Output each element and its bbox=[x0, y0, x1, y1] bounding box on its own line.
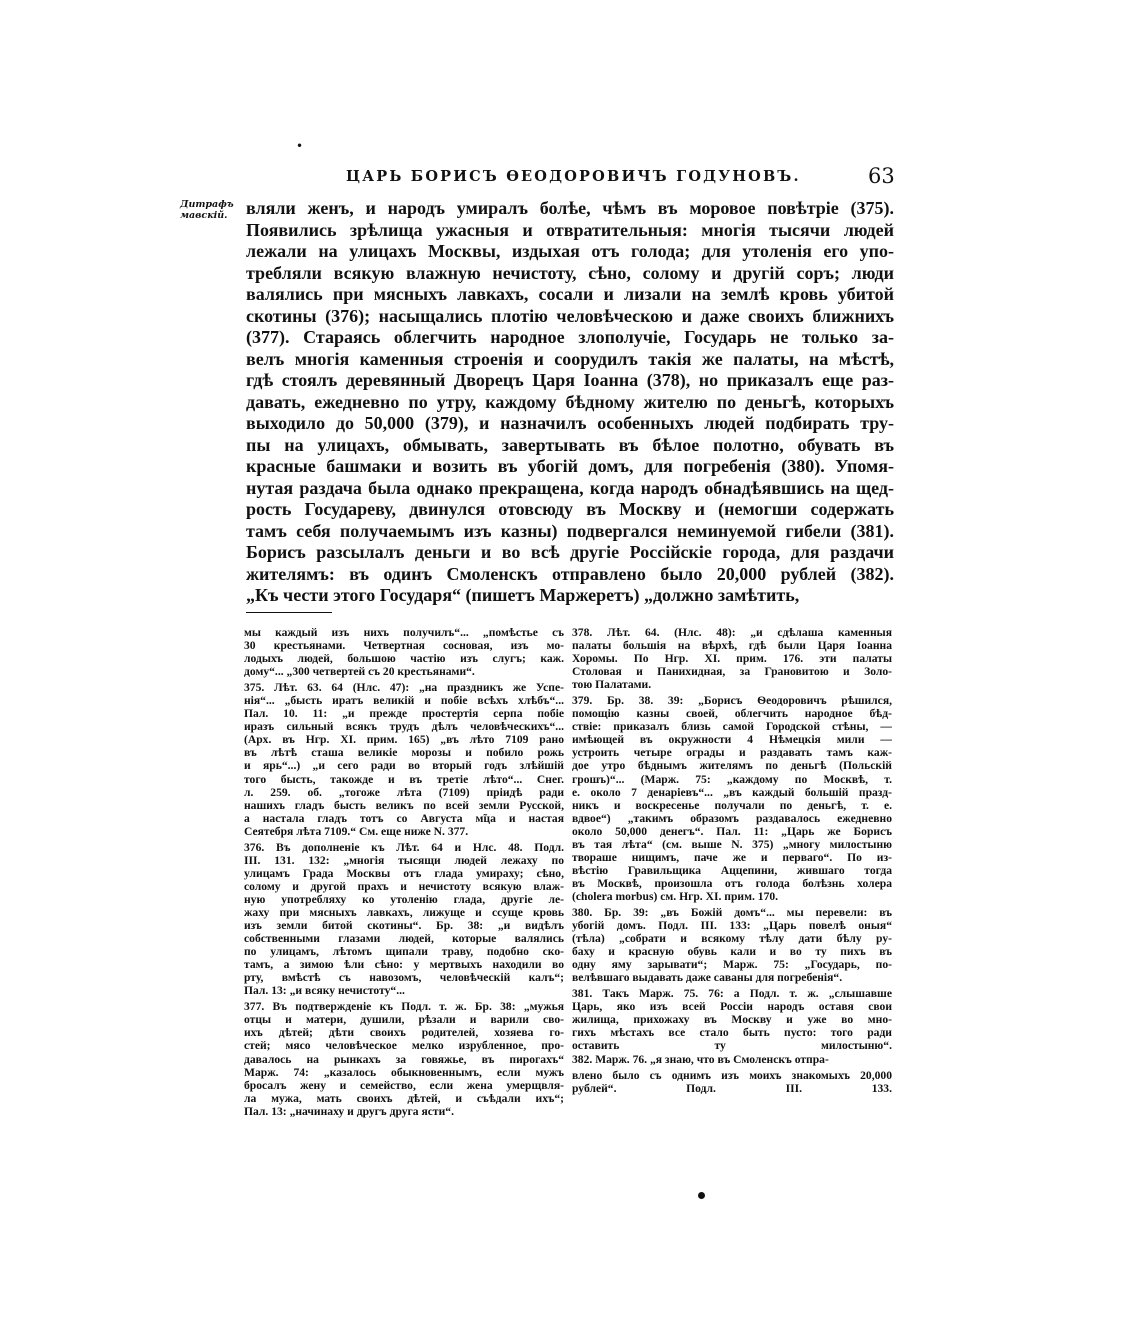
marginal-note-line: Дитрафъ bbox=[180, 199, 234, 210]
footnote-line: е. около 7 денаріевъ“... „въ каждый большій празд- bbox=[572, 785, 892, 799]
footnote-line: нія“... „бысть иратъ великій и побіе всѣхъ хлѣбъ“... bbox=[244, 694, 564, 708]
footnote-line: палаты большія на вѣрхѣ, гдѣ были Царя Іоанна bbox=[572, 639, 892, 653]
footnote-line: влено было съ однимъ изъ моихъ знакомыхъ 20,000 bbox=[572, 1068, 892, 1082]
footnote-line: въ тая лѣта“ (см. выше N. 375) „многу милостыню bbox=[572, 837, 892, 851]
footnote-line: Пал. 10. 11: „и прежде простертія серпа побіе bbox=[244, 707, 564, 721]
footnote-line: отцы и матери, душили, рѣзали и варили сво- bbox=[244, 1013, 564, 1027]
running-head: ЦАРЬ БОРИСЪ ѲЕОДОРОВИЧЪ ГОДУНОВЪ. bbox=[346, 168, 801, 185]
footnote-line: рублей“. Подл. III. 133. bbox=[572, 1081, 892, 1095]
footnote-line: оставить ту милостыню“. bbox=[572, 1039, 892, 1053]
footnotes-right-column bbox=[572, 626, 892, 1095]
main-text-line: требляли всякую влажную нечистоту, сѣно, солому и другій соръ; люди bbox=[246, 262, 894, 283]
main-text-line: красные башмаки и возить въ убогій домъ, для погребенія (380). Упомя- bbox=[246, 456, 894, 476]
main-text-line: „Къ чести этого Государя“ (пишетъ Маржеретъ) „должно замѣтить, bbox=[246, 585, 800, 605]
main-text-line: велъ многія каменныя строенія и соорудилъ такія же палаты, на мѣстѣ, bbox=[246, 348, 894, 369]
main-text-line: нутая раздача была однако прекращена, когда народъ обнадѣявшись на щед- bbox=[246, 477, 894, 498]
main-text-line: гдѣ стоялъ деревянный Дворецъ Царя Іоанна (378), но приказалъ еще раз- bbox=[246, 370, 894, 390]
footnote-line: баху и красную обувь кали и во ту пихъ въ bbox=[572, 945, 892, 959]
main-text-line: рость Государеву, двинулся отовсюду въ Москву и (немогши содержать bbox=[246, 499, 894, 519]
footnote-line: велѣвшаго выдавать даже саваны для погребенія“. bbox=[572, 971, 843, 985]
main-text-line: валялись при мясныхъ лавкахъ, сосали и лизали на землѣ кровь убитой bbox=[246, 284, 894, 304]
footnote-line: изъ земли битой скотины“. Бр. 38: „и видѣлъ bbox=[244, 919, 564, 933]
footnote-line: Пал. 13: „и всяку нечистоту“... bbox=[244, 984, 405, 998]
main-text-line: (377). Стараясь облегчить народное злополучіе, Государь не только за- bbox=[246, 327, 894, 347]
footnote-line: ла мужа, мать своихъ дѣтей, и съѣдали ихъ“; bbox=[244, 1091, 564, 1105]
footnote-line: и ярь“...) „и сего ради во вторый годъ злѣйшій bbox=[244, 759, 564, 773]
footnote-line: вѣстію Гравильщика Аццепини, жившаго тогда bbox=[572, 863, 892, 877]
footnote-line: дому“... „300 четвертей съ 20 крестьянами“. bbox=[244, 665, 475, 679]
main-text-line: жителямъ: въ одинъ Смоленскъ отправлено было 20,000 рублей (382). bbox=[246, 563, 894, 584]
footnote-line: лодыхъ людей, большою частію изъ слугъ; каж. bbox=[244, 652, 564, 666]
footnote-line: солому и другой прахъ и нечистоту всякую влаж- bbox=[244, 879, 564, 893]
footnote-line: мы каждый изъ нихъ получилъ“... „помѣстье съ bbox=[244, 626, 564, 639]
footnote-line: въ лѣтѣ сташа великіе морозы и побило рожь bbox=[244, 746, 564, 760]
footnote-line: III. 131. 132: „многія тысящи людей лежаху по bbox=[244, 853, 564, 867]
footnote-line: (Арх. въ Нгр. XI. прим. 165) „въ лѣто 7109 рано bbox=[244, 733, 564, 747]
main-text-line: лежали на улицахъ Москвы, издыхая отъ голода; для утоленія его упо- bbox=[246, 241, 894, 261]
footnote-line: твораше нищимъ, паче же и перваго“. По из- bbox=[572, 850, 892, 864]
footnote-line: ихъ дѣтей; дѣти своихъ родителей, хозяева го- bbox=[244, 1026, 564, 1040]
footnote-line: того бысть, такожде и въ третіе лѣто“... Снег. bbox=[244, 772, 564, 786]
footnote-line: 380. Бр. 39: „въ Божій домъ“... мы перевели: въ bbox=[572, 905, 892, 919]
footnote-line: рту, вмѣстѣ съ навозомъ, человѣческій калъ“; bbox=[244, 971, 564, 985]
marginal-note-line: мавскій. bbox=[180, 210, 228, 221]
footnote-line: устроить четыре ограды и раздавать тамъ каж- bbox=[572, 746, 892, 760]
page-number: 63 bbox=[868, 164, 895, 188]
footnote-line: (cholera morbus) см. Нгр. XI. прим. 170. bbox=[572, 889, 779, 903]
footnote-line: (тѣла) „собрати и всякому тѣлу дати бѣлу ру- bbox=[572, 932, 892, 946]
footnote-line: ную употребляху ко утоленію глада, другіе ле- bbox=[244, 892, 564, 906]
footnote-line: бросалъ жену и семейство, если жена умерщвля- bbox=[244, 1078, 564, 1092]
footnote-line: 30 крестьянами. Четвертная сосновая, изъ мо- bbox=[244, 639, 564, 653]
footnote-line: въ Москвѣ, произошла отъ голода болѣзнь холера bbox=[572, 876, 892, 890]
footnote-line: убогій домъ. Подл. III. 133: „Царь повелѣ оныя“ bbox=[572, 919, 892, 933]
footnote-line: 376. Въ дополненіе къ Лѣт. 64 и Нлс. 48. Подл. bbox=[244, 840, 564, 854]
footnote-line: никъ и воскресенье получали по деньгѣ, т. е. bbox=[572, 798, 892, 812]
footnote-line: тамъ, а зимою ѣли сѣно: у мертвыхъ находили во bbox=[244, 958, 564, 972]
footnote-line: имѣющей въ окружности 4 Нѣмецкія мили — bbox=[572, 733, 892, 747]
footnote-line: гихъ мѣстахъ все стало быть пусто: того ради bbox=[572, 1026, 892, 1040]
footnote-line: Хоромы. По Нгр. XI. прим. 176. эти палаты bbox=[572, 652, 892, 666]
top-dot-mark: • bbox=[296, 139, 304, 153]
main-text-line: тамъ себя получаемымъ изъ казны) подвергался неминуемой гибели (381). bbox=[246, 520, 894, 541]
footnote-separator-rule bbox=[246, 612, 332, 613]
main-text-line: Борисъ разсылалъ деньги и во всѣ другіе Россійскіе города, для раздачи bbox=[246, 542, 894, 562]
footnote-line: тою Палатами. bbox=[572, 678, 652, 692]
footnote-line: 375. Лѣт. 63. 64 (Нлс. 47): „на праздникъ же Успе- bbox=[244, 681, 564, 695]
bottom-dot-mark bbox=[698, 1192, 705, 1199]
footnote-line: 382. Марж. 76. „я знаю, что въ Смоленскъ отпра- bbox=[572, 1052, 829, 1066]
footnote-line: около 50,000 денегъ“. Пал. 11: „Царь же Борисъ bbox=[572, 824, 892, 838]
footnote-line: а настала гладъ тотъ со Августа м̃ца и настая bbox=[244, 811, 564, 825]
footnote-line: Марж. 74: „казалось обыкновеннымъ, если мужъ bbox=[244, 1065, 564, 1079]
footnote-line: жилища, прихожаху въ Москву и уже во мно- bbox=[572, 1013, 892, 1027]
footnote-line: грошъ)“... (Марж. 75: „каждому по Москвѣ, т. bbox=[572, 772, 892, 786]
footnote-line: Царь, яко изъ всей Россіи народъ оставя свои bbox=[572, 1000, 892, 1014]
footnote-line: помощію казны своей, облегчить народное бѣд- bbox=[572, 707, 892, 721]
footnote-line: Сеятебря лѣта 7109.“ См. еще ниже N. 377. bbox=[244, 824, 469, 838]
footnotes-left-column bbox=[244, 626, 564, 1118]
footnote-line: Столовая и Панихидная, за Грановитою и Золо- bbox=[572, 665, 892, 679]
footnote-line: 379. Бр. 38. 39: „Борисъ Ѳеодоровичъ рѣшился, bbox=[572, 694, 892, 708]
main-text-line: выходило до 50,000 (379), и назначилъ особенныхъ людей подбирать тру- bbox=[246, 413, 894, 433]
footnote-line: нашихъ гладъ бысть великъ по всей земли Русской, bbox=[244, 798, 564, 812]
footnote-line: стей; мясо человѣческое мелко изрубленное, про- bbox=[244, 1039, 564, 1053]
main-text-line: скотины (376); насыщались плотію человѣческою и даже своихъ ближнихъ bbox=[246, 305, 894, 326]
main-text-line: пы на улицахъ, обмывать, завертывать въ бѣлое полотно, обувать въ bbox=[246, 434, 894, 455]
footnote-line: 377. Въ подтвержденіе къ Подл. т. ж. Бр. 38: „мужья bbox=[244, 1000, 564, 1014]
footnote-line: дое утро бѣднымъ жителямъ по деньгѣ (Польскій bbox=[572, 759, 892, 773]
main-text-line: вляли женъ, и народъ умиралъ болѣе, чѣмъ въ моровое повѣтріе (375). bbox=[246, 198, 894, 218]
footnote-line: иразъ сильный всякъ трудъ дѣлъ человѣческихъ“... bbox=[244, 720, 564, 734]
footnote-line: давалось на рынкахъ за говяжье, въ пирогахъ“ bbox=[244, 1052, 564, 1066]
marginal-note bbox=[180, 199, 236, 221]
footnote-line: 378. Лѣт. 64. (Нлс. 48): „и сдѣлаша каменныя bbox=[572, 626, 892, 639]
main-text bbox=[246, 198, 894, 607]
footnote-line: по улицамъ, лѣтомъ щипали траву, подобно ско- bbox=[244, 945, 564, 959]
main-text-line: Появились зрѣлища ужасныя и отвратительныя: многія тысячи людей bbox=[246, 219, 894, 240]
footnote-line: жаху при мясныхъ лавкахъ, лижуще и ссуще кровь bbox=[244, 905, 564, 919]
footnote-line: одну яму зарывати“; Марж. 75: „Государь, по- bbox=[572, 958, 892, 972]
footnote-line: Пал. 13: „начинаху и другъ друга ясти“. bbox=[244, 1104, 454, 1118]
footnote-line: вдвое“) „такимъ образомъ раздавалось ежедневно bbox=[572, 811, 892, 825]
footnote-line: 381. Такъ Марж. 75. 76: а Подл. т. ж. „слышавше bbox=[572, 987, 892, 1001]
footnote-line: л. 259. об. „тогоже лѣта (7109) пріидѣ ради bbox=[244, 785, 564, 799]
footnote-line: собственными глазами людей, которые валялись bbox=[244, 932, 564, 946]
footnote-line: улицамъ Града Москвы отъ глада умираху; сѣно, bbox=[244, 866, 564, 880]
footnote-line: ствіе: приказалъ близь самой Городской стѣны, — bbox=[572, 720, 892, 734]
main-text-line: давать, ежедневно по утру, каждому бѣдному жителю по деньгѣ, которыхъ bbox=[246, 391, 894, 412]
